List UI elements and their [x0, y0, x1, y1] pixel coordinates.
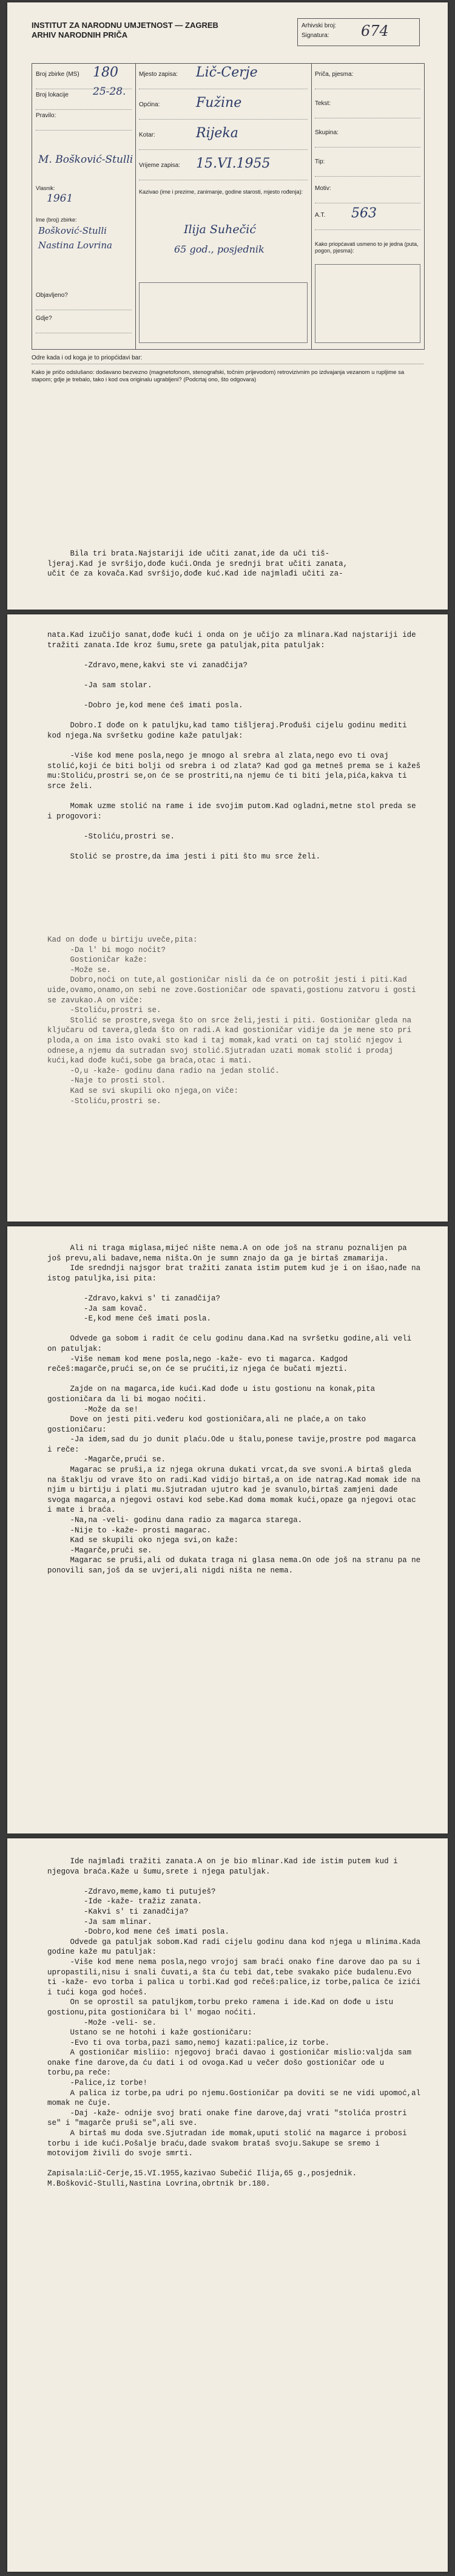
page2-text: [47, 630, 423, 862]
paragraph: -Ja idem,sad du jo dunit plaću.Ode u štalu,ponese tavije,prostre pod magarca i reče:: [47, 1435, 421, 1454]
narrator-name-1: Bošković-Stulli: [38, 225, 107, 236]
paragraph: -Ja sam stolar.: [47, 681, 152, 690]
rule-field: Pravilo:: [36, 110, 132, 131]
location-number-field: Broj lokacije 25-28.: [36, 89, 132, 110]
paragraph: Kad on dođe u birtiju uveče,pita:: [47, 936, 198, 944]
type-field: Tip:: [315, 156, 420, 177]
paragraph: Ide najmlađi tražiti zanata.A on je bio mlinar.Kad ide istim putem kud i njegova braća.Kaže u šumu,srete i njega patuljak.: [47, 1857, 403, 1876]
paragraph: -Može -veli- se.: [47, 2018, 157, 2027]
paragraph: -Da l' bi mogo noćit?: [47, 945, 166, 954]
paragraph: Dobro,noći on tute,al gostioničar nisli da će on potrošit jesti i piti.Kad uide,ovamo,onamo,on sebi ne zove.Gostioničar ode spavati,gostionu zatvoru i gosti se zavukao.A on viče:: [47, 976, 421, 1005]
paragraph: -Više nemam kod mene posla,nego -kaže- evo ti magarca. Kadgod rečeš:magarče,prući se,on će se prućiti,iz njega će bučati mjezti.: [47, 1354, 352, 1374]
card-right-column: Priča, pjesma: Tekst: Skupina: Tip: Motiv: A.T. 563 Kako priopćavati usmeno to je jedna (puta, pogon, pjesma):: [311, 64, 424, 349]
paragraph: Ali ni traga miglasa,mijeć nište nema.A on ode još na stranu poznalijen pa još prevu,ali badave,nema ništa.On je sumn znajo da ga je birtaš zmamarija.: [47, 1244, 412, 1263]
place-field: Mjesto zapisa: Lič-Cerje: [139, 69, 308, 89]
paragraph: Kad se skupili oko njega svi,on kaže:: [47, 1536, 239, 1545]
story-field: Priča, pjesma:: [315, 69, 420, 89]
paragraph: -Naje to prosti stol.: [47, 1076, 166, 1086]
index-card: [32, 63, 425, 350]
paragraph: -Palice,iz torbe!: [47, 2079, 148, 2088]
paragraph: -Ja sam mlinar.: [47, 1917, 152, 1926]
signature-line: M.Bošković-Stulli,Nastina Lovrina,obrtnik br.180.: [47, 2180, 271, 2188]
paragraph: -Ja sam kovač.: [47, 1304, 148, 1313]
archive-number-box: Arhivski broj: Signatura: 674: [297, 18, 420, 46]
reader-value: 1961: [47, 192, 73, 205]
paragraph: Momak uzme stolić na rame i ide svojim putom.Kad ogladni,metne stol preda se i progovori:: [47, 802, 421, 821]
motif-field: Motiv:: [315, 183, 420, 203]
paragraph: -Može da se!: [47, 1405, 139, 1414]
paragraph: -Više kod mene posla,nego je mnogo al srebra al zlata,nego evo ti ovaj stolić,koji će biti bolji od srebra i od zlata? Kad god ga metneš prema se i kažeš mu:Stoliću,prostri se,on će se prostriti,na njemu će ti biti jela,pića,kakva ti srce želi.: [47, 752, 425, 790]
page1-text: [47, 549, 423, 579]
narrator-name-2: Nastina Lovrina: [38, 240, 112, 251]
narrator-handwritten-2: 65 god., posjednik: [174, 243, 265, 255]
paragraph: Dobro.I dođe on k patuljku,kad tamo tišljeraj.Prođuši cijelu godinu mediti kod njega.Na svršetku godine kaže patuljak:: [47, 721, 412, 740]
page3-text: [47, 1243, 423, 1576]
text-line: učit će za kovača.Kad svršijo,dođe kuć.Kad ide najmlađi učiti za-: [47, 569, 343, 579]
institute-header: INSTITUT ZA NARODNU UMJETNOST — ZAGREB ARHIV NARODNIH PRIČA: [32, 21, 218, 39]
paragraph: -Zdravo,kakvi s' ti zanadčija?: [47, 1294, 221, 1303]
footer-row: Odre kada i od koga je to priopćidavi bar:: [32, 355, 423, 364]
paragraph: -Stoliću,prostri se.: [47, 1096, 161, 1106]
paragraph: -Stoliću,prostri se.: [47, 1006, 161, 1015]
collection-number-field: Broj zbirke (MS) 180: [36, 69, 132, 89]
paragraph: Odvede ga patuljak sobom.Kad radi cijelu godinu dana kod njega u mlinima.Kada godine kaže mu patuljak:: [47, 1937, 425, 1957]
gdje-field: Gdje?: [36, 313, 132, 333]
paragraph: A gostioničar misliio: njegovoj braći davao i gostioničar mislio:valjda sam onake fine darove,da ću dati i od ovoga.Kad u večer došo gostioničar ode u torbu,pa reče:: [47, 2048, 416, 2078]
paragraph: -Može se.: [47, 965, 112, 974]
text-field: Tekst:: [315, 98, 420, 118]
card-middle-column: Mjesto zapisa: Lič-Cerje Općina: Fužine Kotar: Rijeka Vrijeme zapisa: 15.VI.1955 Kazivao (ime i prezime, zanimanje, godine starosti, mjesto rođenja): Ilija Suhečić 65 god., posjednik: [135, 64, 312, 349]
paragraph: Magarac se pruši,ali od dukata traga ni glasa nema.On ode još na stranu pa ne ponovili san,još da se uvjeri,ali nigdi ništa ne nema.: [47, 1556, 425, 1575]
right-empty-box: [315, 264, 420, 343]
paragraph: nata.Kad izučijo sanat,dođe kući i onda on je učijo za mlinara.Kad najstariji ide tražiti zanata.Ide kroz šumu,srete ga patuljak,pita patuljak:: [47, 631, 421, 650]
paragraph: -Evo ti ova torba,pazi samo,nemoj kazati:palice,iz torbe.: [47, 2038, 330, 2047]
signature-line: Zapisala:Lič-Cerje,15.VI.1955,kazivao Subečić Ilija,65 g.,posjednik.: [47, 2169, 357, 2178]
paragraph: Gostioničar kaže:: [47, 956, 148, 965]
paragraph: -Zdravo,meme,kamo ti putuješ?: [47, 1887, 216, 1896]
paragraph: A palica iz torbe,pa udri po njemu.Gostioničar pa doviti se ne vidi upomoć,al momak ne čuje.: [47, 2088, 425, 2108]
paragraph: Dove on jesti piti.veđeru kod gostioničara,ali ne plaće,a on tako gostioničaru:: [47, 1415, 371, 1434]
page-1: [7, 2, 448, 610]
paragraph: -Nije to -kaže- prosti magarac.: [47, 1526, 212, 1535]
paragraph: -Zdravo,mene,kakvi ste vi zanadčija?: [47, 661, 248, 670]
paragraph: On se oprostil sa patuljkom,torbu preko ramena i ide.Kad on dođe u istu gostionu,pita gostioničara bi l' mogao noćiti.: [47, 1998, 398, 2017]
date-field: Vrijeme zapisa: 15.VI.1955: [139, 160, 308, 180]
paragraph: Odvede ga sobom i radit će celu godinu dana.Kad na svršetku godine,ali veli on patuljak:: [47, 1334, 416, 1353]
paragraph: Ide sredndji najsgor brat tražiti zanata istim putem kud je i on išao,nađe na istog patuljka,isi pita:: [47, 1264, 425, 1283]
paragraph: -Ide -kaže- tražiz zanata.: [47, 1897, 203, 1906]
paragraph: -Dobro,kod mene ćeš imati posla.: [47, 1928, 230, 1937]
archive-number: 674: [361, 22, 389, 39]
paragraph: -Magarče,prući se.: [47, 1455, 166, 1464]
paragraph: -Dobro je,kod mene ćeš imati posla.: [47, 701, 243, 710]
text-line: Bila tri brata.Najstariji ide učiti zanat,ide da uči tiš-: [47, 549, 330, 558]
group-field: Skupina:: [315, 127, 420, 148]
district-field: Kotar: Rijeka: [139, 129, 308, 150]
paragraph: -Kakvi s' ti zanadčija?: [47, 1907, 189, 1916]
page4-text: [47, 1857, 423, 2189]
bottom-note: Kako je pričo odslušano: dodavano bezvezno (magnetofonom, stenografski, točnim prijevodom) retrovizivnim po izdvajanja vezanom u rupljime sa stapom; gdje je trebalo, tako i kod ova originalu ugrabljeni? (Podcrtaj ono, što odgovara): [32, 369, 405, 383]
paragraph: A birtaš mu doda sve.Sjutradan ide momak,uputi stolić na magarce i probosi torbu i ide kući.Pošalje braću,dade svakom brataš svoju.Sakupe se sremo i motovijom živili do svoje smrti.: [47, 2129, 412, 2158]
paragraph: -O,u -kaže- godinu dana radio na jedan stolić.: [47, 1066, 280, 1075]
paragraph: -E,kod mene ćeš imati posla.: [47, 1314, 212, 1324]
page-2: [7, 614, 448, 1222]
text-line: ljeraj.Kad je svršijo,dođe kući.Onda je srednji brat učiti zanata,: [47, 559, 348, 568]
paragraph: -Magarče,pruči se.: [47, 1546, 152, 1555]
page-4: [7, 1838, 448, 2572]
paragraph: Zajde on na magarca,ide kući.Kad dođe u istu gostionu na konak,pita gostioničara da li bi mogao noćiti.: [47, 1385, 380, 1404]
paragraph: Stolić se prostre,svega što on srce želi,jesti i piti. Gostioničar gleda na ključaru od tavera,gleda što on radi.A kad gostioničar vidije da je mene sto pri ploda,a on ima isto ovaki sto kad i taj momak,kad vrati on taj stolić njegov i odnese,a njemu da sutradan svoj stolić.Sjutradan uzati momak stolić i prodaj kući,kad dođe kući,sobe ga braća,otac i mati.: [47, 1016, 416, 1065]
narrator-handwritten-1: Ilija Suhečić: [184, 223, 257, 236]
paragraph: Kad se svi skupili oko njega,on viče:: [47, 1086, 239, 1095]
collector-name: M. Bošković-Stulli: [38, 154, 133, 166]
paragraph: Ustano se ne hotohi i kaže gostioničaru:: [47, 2028, 252, 2037]
at-field: A.T. 563: [315, 209, 420, 230]
paragraph: -Stoliću,prostri se.: [47, 832, 175, 841]
description-box: [139, 282, 308, 343]
paragraph: -Više kod mene nema posla,nego vrojoj sam braći onako fine darove dao pa su i upropastili,nisu i snali čuvati,a šta ću tebi dat,tebe svakako piće budalenu.Evo ti -kaže- evo torba i palica u torbi.Kad god rečeš:palice,iz torbe,palica če izići i tući koga god hoćeš.: [47, 1957, 425, 1997]
paragraph: Magarac se pruši,a iz njega okruna dukati vrcat,da sve svoni.A birtaš gleda na štaklju od vrave što on radi.Kad vidijo birtaš,a on ide natrag.Kad momak ide na njim u birtiju i plati mu.Sjutradan ujutro kad je svanulo,birtaš zamjeni dade svoga magarca,a njegovi ostavi kod sebe.Kad doma momak kući,opaze ga njegovi otac i mate i braća.: [47, 1466, 425, 1515]
paragraph: Stolić se prostre,da ima jesti i piti što mu srce želi.: [47, 852, 321, 861]
objavljeno-field: Objavljeno?: [36, 290, 132, 310]
page2-faint-text: [47, 935, 423, 1106]
page-3: [7, 1226, 448, 1833]
card-left-column: Broj zbirke (MS) 180 Broj lokacije 25-28. Pravilo: M. Bošković-Stulli Vlasnik: 1961 Ime (broj) zbirke: Bošković-Stulli Nastina Lovrina Objavljeno? Gdje?: [32, 64, 136, 349]
paragraph: -Daj -kaže- odnije svoj brati onake fine darove,daj vrati "stolića prostri se" i "magarče pruši se",ali sve.: [47, 2109, 412, 2128]
municipality-field: Općina: Fužine: [139, 99, 308, 120]
paragraph: -Na,na -veli- godinu dana radio za magarca starega.: [47, 1516, 303, 1525]
